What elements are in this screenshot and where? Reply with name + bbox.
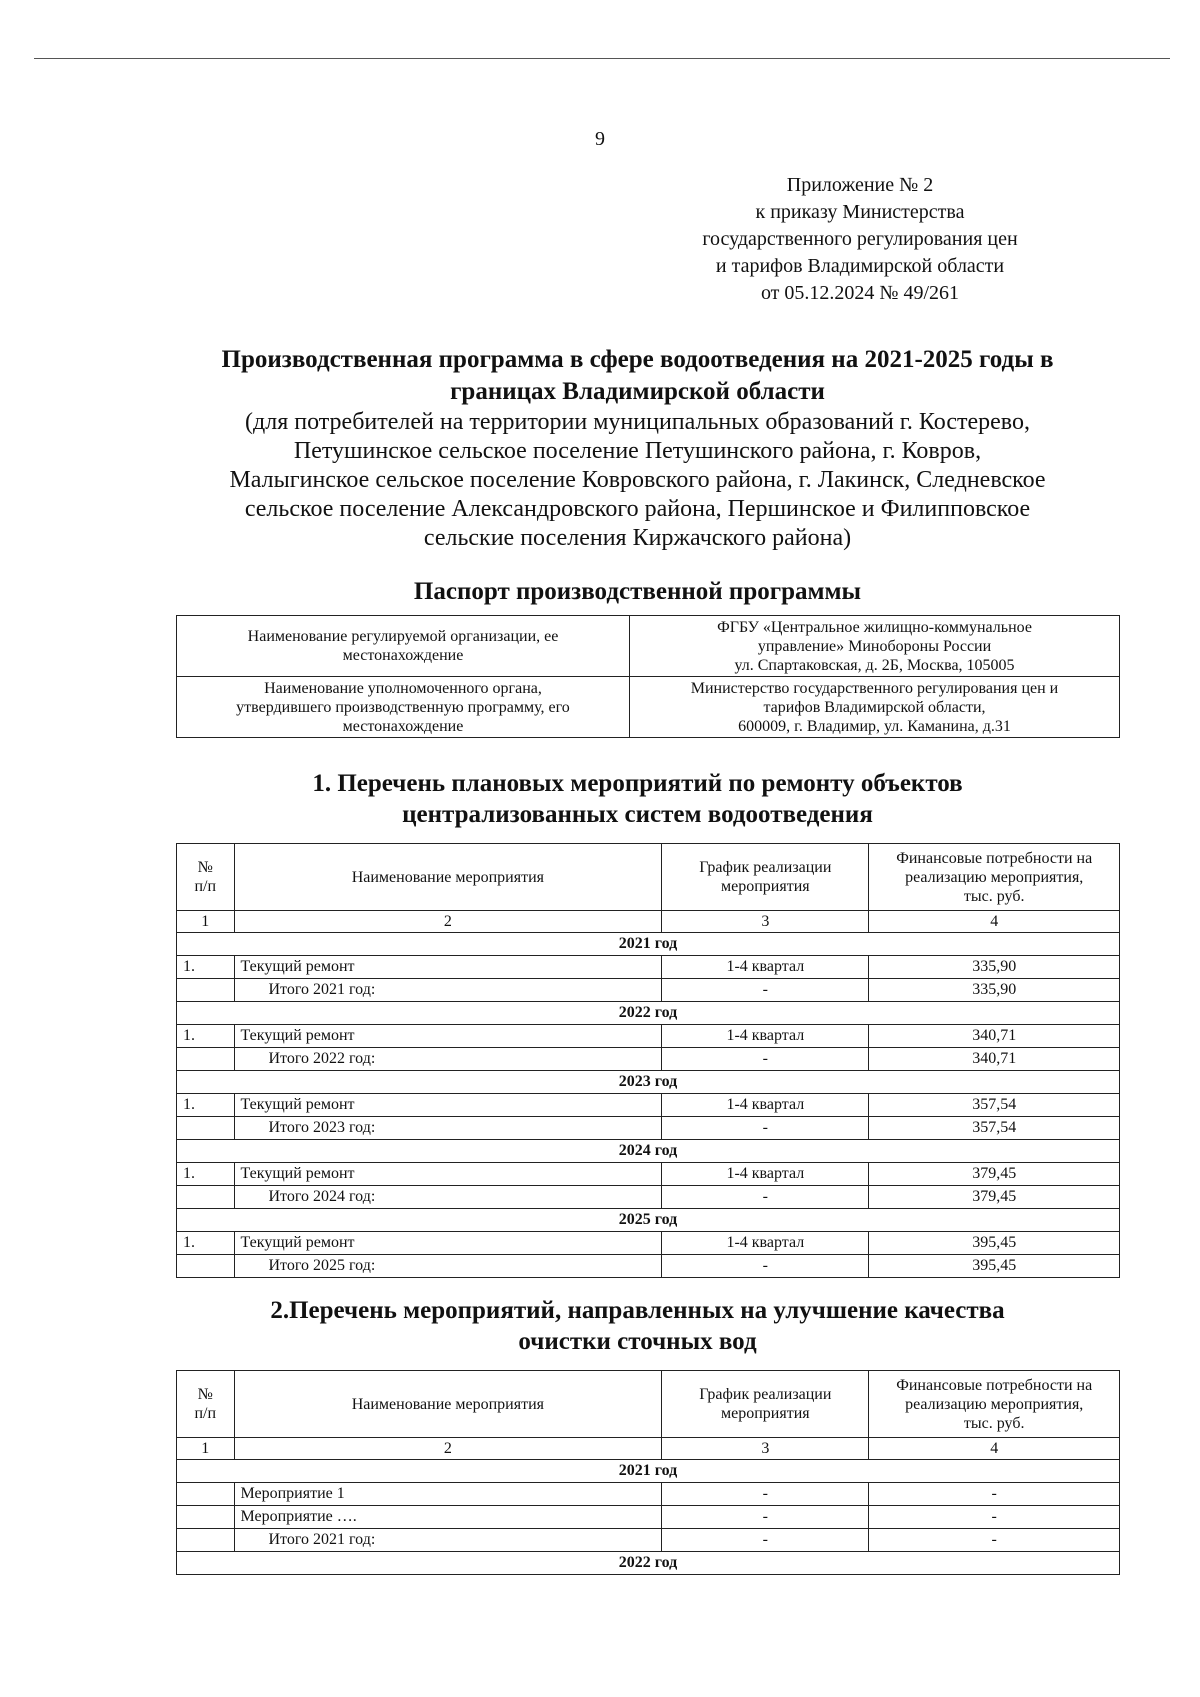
table-row <box>177 956 1120 979</box>
column-number: 1 <box>177 911 235 933</box>
item-schedule: 1-4 квартал <box>662 1094 869 1117</box>
header-line: реализацию мероприятия, <box>905 1395 1084 1413</box>
header-line: тыс. руб. <box>963 1414 1025 1432</box>
total-schedule: - <box>662 979 869 1002</box>
appendix-line: Приложение № 2 <box>786 174 934 196</box>
item-number: 1. <box>177 956 235 979</box>
year-label: 2021 год <box>177 1460 1120 1483</box>
table-row <box>177 1094 1120 1117</box>
item-amount: 340,71 <box>869 1025 1120 1048</box>
total-row <box>177 1117 1120 1140</box>
header-schedule <box>662 844 869 911</box>
item-schedule: 1-4 квартал <box>662 1232 869 1255</box>
year-label: 2021 год <box>177 933 1120 956</box>
header-line: № <box>197 859 213 876</box>
item-number: 1. <box>177 1232 235 1255</box>
empty-cell <box>177 1255 235 1278</box>
header-schedule <box>662 1371 869 1438</box>
item-schedule: - <box>662 1506 869 1529</box>
year-row <box>177 1002 1120 1025</box>
item-name: Текущий ремонт <box>234 1094 662 1117</box>
total-schedule: - <box>662 1048 869 1071</box>
year-label: 2025 год <box>177 1209 1120 1232</box>
program-title <box>175 344 1100 553</box>
empty-cell <box>177 1483 235 1506</box>
header-line: тыс. руб. <box>963 887 1025 905</box>
item-number: 1. <box>177 1094 235 1117</box>
total-label: Итого 2025 год: <box>234 1255 662 1278</box>
item-name: Мероприятие 1 <box>234 1483 662 1506</box>
passport-table <box>176 615 1120 738</box>
total-row <box>177 979 1120 1002</box>
value-line: тарифов Владимирской области, <box>763 698 986 716</box>
empty-cell <box>177 1048 235 1071</box>
header-line: № <box>197 1386 213 1403</box>
total-label: Итого 2021 год: <box>234 1529 662 1552</box>
title-line: Петушинское сельское поселение Петушинского района, г. Ковров, <box>293 438 982 464</box>
passport-value <box>630 677 1120 738</box>
title-line: сельское поселение Александровского района, Першинское и Филипповское <box>244 496 1031 522</box>
passport-value <box>630 616 1120 677</box>
appendix-line: государственного регулирования цен <box>702 228 1018 250</box>
header-name: Наименование мероприятия <box>234 844 662 911</box>
top-rule <box>34 58 1170 59</box>
header-line: п/п <box>194 1405 217 1422</box>
year-row <box>177 1140 1120 1163</box>
year-row <box>177 1552 1120 1575</box>
section-title-line: очистки сточных вод <box>518 1328 757 1355</box>
year-label: 2022 год <box>177 1552 1120 1575</box>
header-line: График реализации <box>699 859 832 876</box>
section1-title <box>175 768 1100 830</box>
table-header-row <box>177 844 1120 911</box>
total-row <box>177 1529 1120 1552</box>
total-schedule: - <box>662 1186 869 1209</box>
year-label: 2023 год <box>177 1071 1120 1094</box>
title-line: Малыгинское сельское поселение Ковровского района, г. Лакинск, Следневское <box>229 467 1046 493</box>
empty-cell <box>177 1529 235 1552</box>
title-line: сельские поселения Киржачского района) <box>423 525 852 551</box>
year-label: 2024 год <box>177 1140 1120 1163</box>
appendix-line: и тарифов Владимирской области <box>715 255 1005 277</box>
item-name: Мероприятие …. <box>234 1506 662 1529</box>
item-name: Текущий ремонт <box>234 956 662 979</box>
section-title-line: 2.Перечень мероприятий, направленных на улучшение качества <box>270 1297 1005 1324</box>
column-number: 2 <box>234 1438 662 1460</box>
appendix-line: от 05.12.2024 № 49/261 <box>760 282 960 304</box>
repair-plan-table <box>176 843 1120 1278</box>
total-label: Итого 2022 год: <box>234 1048 662 1071</box>
treatment-quality-table <box>176 1370 1120 1575</box>
item-amount: 395,45 <box>869 1232 1120 1255</box>
header-line: реализацию мероприятия, <box>905 868 1084 886</box>
empty-cell <box>177 1186 235 1209</box>
value-line: 600009, г. Владимир, ул. Каманина, д.31 <box>738 717 1011 735</box>
header-line: График реализации <box>699 1386 832 1403</box>
value-line: ул. Спартаковская, д. 2Б, Москва, 105005 <box>734 656 1015 674</box>
page-number: 9 <box>595 128 605 150</box>
header-num <box>177 1371 235 1438</box>
item-schedule: 1-4 квартал <box>662 1025 869 1048</box>
column-number: 1 <box>177 1438 235 1460</box>
total-row <box>177 1048 1120 1071</box>
column-number: 4 <box>869 1438 1120 1460</box>
item-name: Текущий ремонт <box>234 1163 662 1186</box>
section2-title <box>175 1295 1100 1357</box>
total-schedule: - <box>662 1529 869 1552</box>
item-name: Текущий ремонт <box>234 1025 662 1048</box>
year-label: 2022 год <box>177 1002 1120 1025</box>
total-label: Итого 2024 год: <box>234 1186 662 1209</box>
item-amount: 335,90 <box>869 956 1120 979</box>
total-amount: 379,45 <box>869 1186 1120 1209</box>
total-amount: 340,71 <box>869 1048 1120 1071</box>
column-number: 4 <box>869 911 1120 933</box>
header-line: мероприятия <box>721 878 810 895</box>
column-number-row <box>177 1438 1120 1460</box>
column-number: 3 <box>662 911 869 933</box>
column-number-row <box>177 911 1120 933</box>
label-line: местонахождение <box>342 647 464 664</box>
label-line: Наименование уполномоченного органа, <box>264 679 542 697</box>
item-amount: 357,54 <box>869 1094 1120 1117</box>
header-finance <box>869 1371 1120 1438</box>
passport-label <box>177 616 630 677</box>
total-row <box>177 1186 1120 1209</box>
item-name: Текущий ремонт <box>234 1232 662 1255</box>
header-name: Наименование мероприятия <box>234 1371 662 1438</box>
passport-title: Паспорт производственной программы <box>413 578 862 605</box>
item-number: 1. <box>177 1163 235 1186</box>
total-amount: 357,54 <box>869 1117 1120 1140</box>
title-line: (для потребителей на территории муниципальных образований г. Костерево, <box>245 409 1030 435</box>
total-amount: 335,90 <box>869 979 1120 1002</box>
item-amount: - <box>869 1483 1120 1506</box>
year-row <box>177 1460 1120 1483</box>
header-finance <box>869 844 1120 911</box>
total-row <box>177 1255 1120 1278</box>
value-line: Министерство государственного регулирования цен и <box>690 679 1059 697</box>
empty-cell <box>177 1506 235 1529</box>
item-schedule: 1-4 квартал <box>662 956 869 979</box>
appendix-block <box>660 172 1060 307</box>
section-title-line: 1. Перечень плановых мероприятий по ремонту объектов <box>312 770 963 797</box>
column-number: 2 <box>234 911 662 933</box>
table-row <box>177 1232 1120 1255</box>
total-schedule: - <box>662 1255 869 1278</box>
total-schedule: - <box>662 1117 869 1140</box>
section-title-line: централизованных систем водоотведения <box>402 801 873 828</box>
appendix-line: к приказу Министерства <box>755 201 965 223</box>
value-line: управление» Минобороны России <box>757 637 992 655</box>
year-row <box>177 1071 1120 1094</box>
table-header-row <box>177 1371 1120 1438</box>
header-line: Финансовые потребности на <box>896 1376 1093 1394</box>
column-number: 3 <box>662 1438 869 1460</box>
item-amount: - <box>869 1506 1120 1529</box>
table-row <box>177 1025 1120 1048</box>
label-line: Наименование регулируемой организации, ее <box>247 628 559 645</box>
year-row <box>177 933 1120 956</box>
title-bold-line: Производственная программа в сфере водоотведения на 2021-2025 годы в <box>221 346 1054 373</box>
empty-cell <box>177 1117 235 1140</box>
item-schedule: 1-4 квартал <box>662 1163 869 1186</box>
empty-cell <box>177 979 235 1002</box>
passport-row <box>177 616 1120 677</box>
year-row <box>177 1209 1120 1232</box>
passport-label <box>177 677 630 738</box>
header-line: Финансовые потребности на <box>896 849 1093 867</box>
total-label: Итого 2021 год: <box>234 979 662 1002</box>
table-row <box>177 1163 1120 1186</box>
label-line: местонахождение <box>342 717 464 735</box>
total-amount: - <box>869 1529 1120 1552</box>
total-amount: 395,45 <box>869 1255 1120 1278</box>
header-line: мероприятия <box>721 1405 810 1422</box>
header-num <box>177 844 235 911</box>
item-amount: 379,45 <box>869 1163 1120 1186</box>
table-row <box>177 1483 1120 1506</box>
item-number: 1. <box>177 1025 235 1048</box>
table-row <box>177 1506 1120 1529</box>
value-line: ФГБУ «Центральное жилищно-коммунальное <box>717 618 1032 636</box>
label-line: утвердившего производственную программу, его <box>236 698 570 716</box>
title-bold-line: границах Владимирской области <box>450 378 825 405</box>
passport-row <box>177 677 1120 738</box>
item-schedule: - <box>662 1483 869 1506</box>
total-label: Итого 2023 год: <box>234 1117 662 1140</box>
header-line: п/п <box>194 878 217 895</box>
